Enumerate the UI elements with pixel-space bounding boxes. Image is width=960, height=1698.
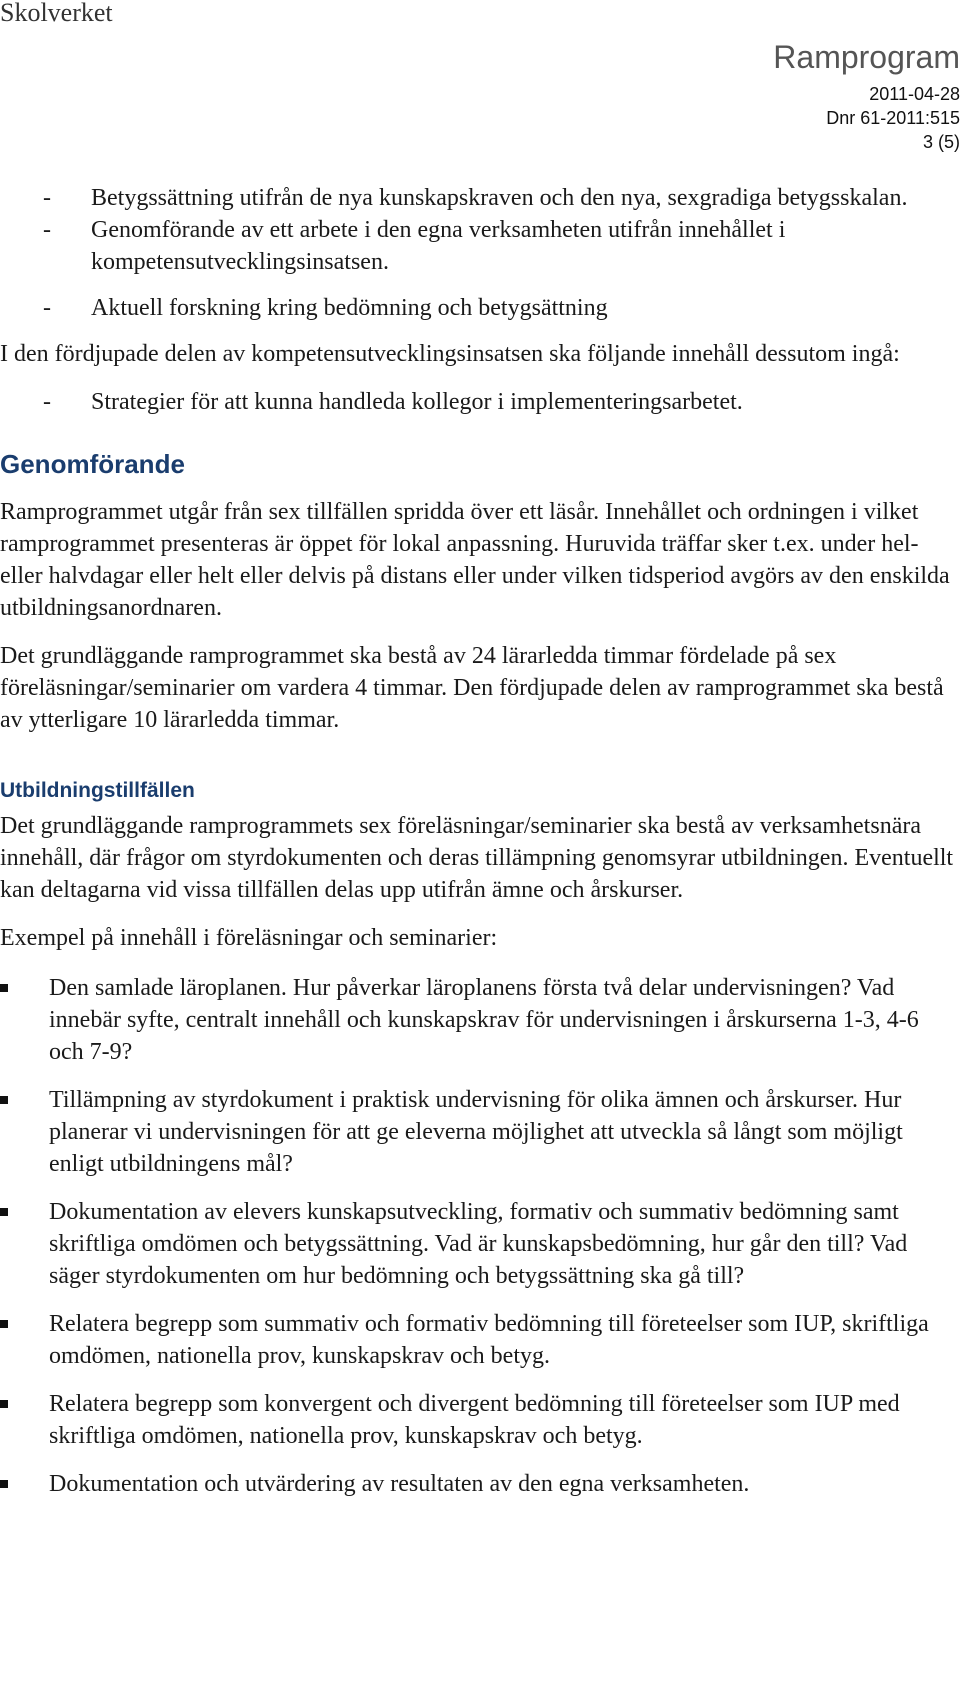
list-item-text: Relatera begrepp som konvergent och divergent bedömning till företeelser som IUP med skriftliga omdömen, nationella prov, kunskapskrav och betyg. xyxy=(49,1391,900,1449)
list-item: - Aktuell forskning kring bedömning och betygsättning xyxy=(0,292,956,324)
list-item xyxy=(0,1084,956,1180)
example-list xyxy=(0,972,956,1500)
document-meta xyxy=(826,82,960,154)
square-bullet-icon xyxy=(0,1400,8,1408)
document-date: 2011-04-28 xyxy=(869,84,960,104)
list-item xyxy=(0,1196,956,1292)
list-item-text: Relatera begrepp som summativ och formativ bedömning till företeelser som IUP, skriftliga omdömen, nationella prov, kunskapskrav och betyg. xyxy=(49,1311,929,1369)
paragraph: Ramprogrammet utgår från sex tillfällen spridda över ett läsår. Innehållet och ordningen i vilket ramprogrammet presenteras är öppet för lokal anpassning. Huruvida träffar sker t.ex. under hel- eller halvdagar eller helt eller delvis på distans eller under vilken tidsperiod avgörs av den enskilda utbildningsanordnaren. xyxy=(0,499,950,621)
section-heading-utbildningstillfallen: Utbildningstillfällen xyxy=(0,779,195,802)
deep-list xyxy=(0,386,956,418)
paragraph: Det grundläggande ramprogrammets sex föreläsningar/seminarier ska bestå av verksamhetsnära innehåll, där frågor om styrdokumenten och deras tillämpning genomsyrar utbildningen. Eventuellt kan deltagarna vid vissa tillfällen delas upp utifrån ämne och årskurser. xyxy=(0,813,954,903)
organization-name: Skolverket xyxy=(0,0,113,27)
deep-intro-paragraph: I den fördjupade delen av kompetensutvecklingsinsatsen ska följande innehåll dessutom ingå: xyxy=(0,341,900,367)
list-item-text: Den samlade läroplanen. Hur påverkar läroplanens första två delar undervisningen? Vad innebär syfte, centralt innehåll och kunskapskrav för undervisningen i årskurserna 1-3, 4-6 och 7-9? xyxy=(49,975,919,1065)
paragraph: Exempel på innehåll i föreläsningar och seminarier: xyxy=(0,925,498,951)
list-item: - Genomförande av ett arbete i den egna verksamheten utifrån innehållet i kompetensutvecklingsinsatsen. xyxy=(0,214,956,278)
intro-list xyxy=(0,182,956,324)
list-item xyxy=(0,1388,956,1452)
list-item: - Betygssättning utifrån de nya kunskapskraven och den nya, sexgradiga betygsskalan. xyxy=(0,182,956,214)
square-bullet-icon xyxy=(0,1480,8,1488)
square-bullet-icon xyxy=(0,1320,8,1328)
list-item-text: Dokumentation och utvärdering av resultaten av den egna verksamheten. xyxy=(49,1471,750,1497)
page-number: 3 (5) xyxy=(922,132,960,152)
list-item: - Strategier för att kunna handleda kollegor i implementeringsarbetet. xyxy=(0,386,956,418)
list-item-text: Dokumentation av elevers kunskapsutveckling, formativ och summativ bedömning samt skriftliga omdömen och betygssättning. Vad är kunskapsbedömning, hur går den till? Vad säger styrdokumenten om hur bedömning och betygssättning ska gå till? xyxy=(49,1199,908,1289)
paragraph: Det grundläggande ramprogrammet ska bestå av 24 lärarledda timmar fördelade på sex föreläsningar/seminarier om vardera 4 timmar. Den fördjupade delen av ramprogrammet ska bestå av ytterligare 10 lärarledda timmar. xyxy=(0,643,944,733)
document-body xyxy=(0,182,956,1516)
list-item xyxy=(0,972,956,1068)
list-item xyxy=(0,1468,956,1500)
square-bullet-icon xyxy=(0,1096,8,1104)
document-title: Ramprogram xyxy=(773,39,960,75)
square-bullet-icon xyxy=(0,1208,8,1216)
list-item-text: Tillämpning av styrdokument i praktisk undervisning för olika ämnen och årskurser. Hur planerar vi undervisningen för att ge eleverna möjlighet att utveckla så långt som möjligt enligt utbildningens mål? xyxy=(49,1087,903,1177)
list-item xyxy=(0,1308,956,1372)
square-bullet-icon xyxy=(0,984,8,992)
document-dnr: Dnr 61-2011:515 xyxy=(826,108,960,128)
section-heading-genomforande: Genomförande xyxy=(0,449,185,479)
